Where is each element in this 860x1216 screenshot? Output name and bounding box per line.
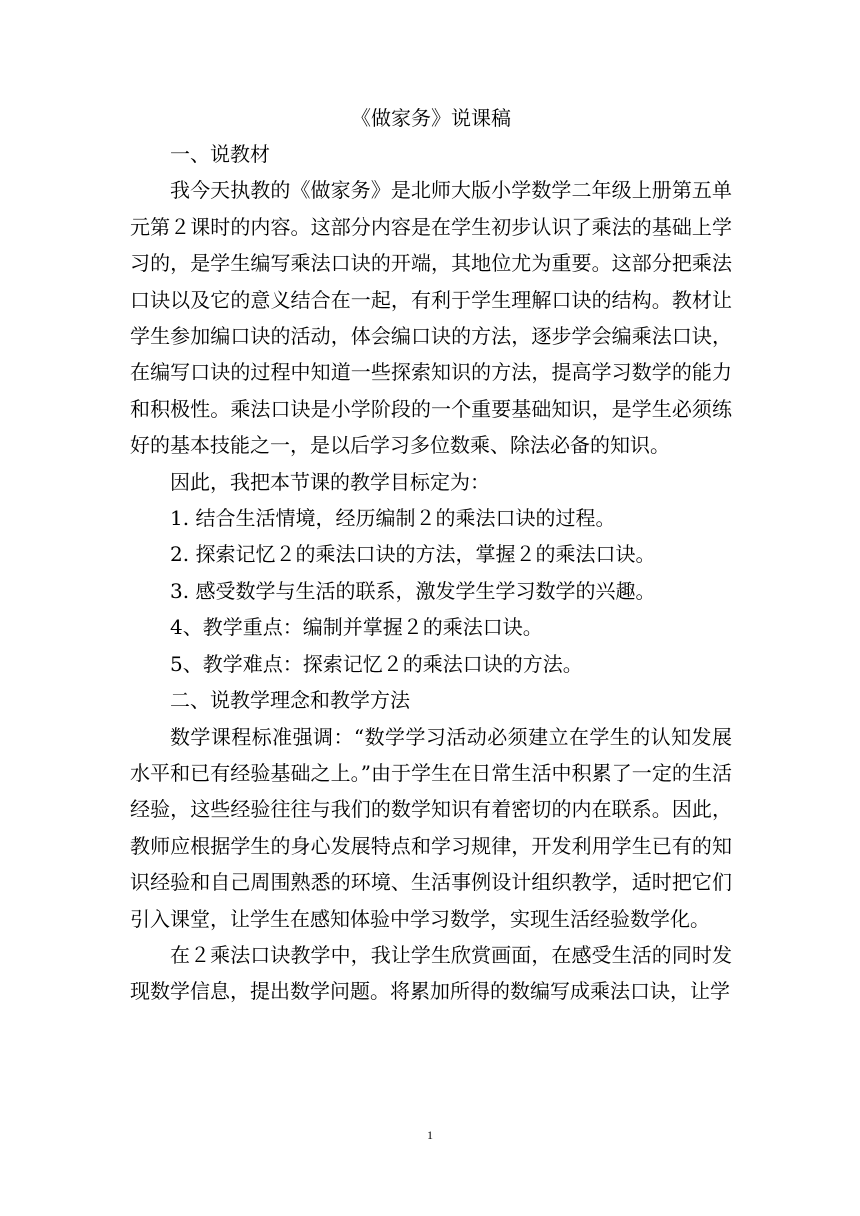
list-item-objective-1: 1. 结合生活情境，经历编制２的乘法口诀的过程。 [170, 506, 616, 531]
paragraph-teaching-approach: 在２乘法口诀教学中，我让学生欣赏画面，在感受生活的同时发现数学信息，提出数学问题。将累加所得的数编写成乘法口诀，让学 [130, 942, 732, 1004]
list-item-key-point: 4、教学重点：编制并掌握２的乘法口诀。 [170, 615, 543, 640]
section-heading-teaching-method: 二、说教学理念和教学方法 [170, 688, 410, 713]
document-title: 《做家务》说课稿 [351, 106, 511, 130]
paragraph-teaching-philosophy: 数学课程标准强调：“数学学习活动必须建立在学生的认知发展水平和已有经验基础之上。”由于学生在日常生活中积累了一定的生活经验，这些经验往往与我们的数学知识有着密切的内在联系。因此，教师应根据学生的身心发展特点和学习规律，开发利用学生已有的知识经验和自己周围熟悉的环境、生活事例设计组织教学，适时把它们引入课堂，让学生在感知体验中学习数学，实现生活经验数学化。 [130, 724, 732, 931]
paragraph-teaching-material: 我今天执教的《做家务》是北师大版小学数学二年级上册第五单元第２课时的内容。这部分内容是在学生初步认识了乘法的基础上学习的，是学生编写乘法口诀的开端，其地位尤为重要。这部分把乘法口诀以及它的意义结合在一起，有利于学生理解口诀的结构。教材让学生参加编口诀的活动，体会编口诀的方法，逐步学会编乘法口诀，在编写口诀的过程中知道一些探索知识的方法，提高学习数学的能力和积极性。乘法口诀是小学阶段的一个重要基础知识，是学生必须练好的基本技能之一，是以后学习多位数乘、除法必备的知识。 [130, 178, 732, 458]
document-body [130, 100, 732, 1010]
paragraph-objectives-intro: 因此，我把本节课的教学目标定为： [170, 469, 490, 494]
list-item-difficulty: 5、教学难点：探索记忆２的乘法口诀的方法。 [170, 651, 583, 676]
page-number: 1 [427, 1128, 433, 1142]
list-item-objective-3: 3. 感受数学与生活的联系，激发学生学习数学的兴趣。 [170, 578, 656, 603]
section-heading-teaching-material: 一、说教材 [170, 142, 270, 166]
list-item-objective-2: 2. 探索记忆２的乘法口诀的方法，掌握２的乘法口诀。 [170, 542, 656, 567]
